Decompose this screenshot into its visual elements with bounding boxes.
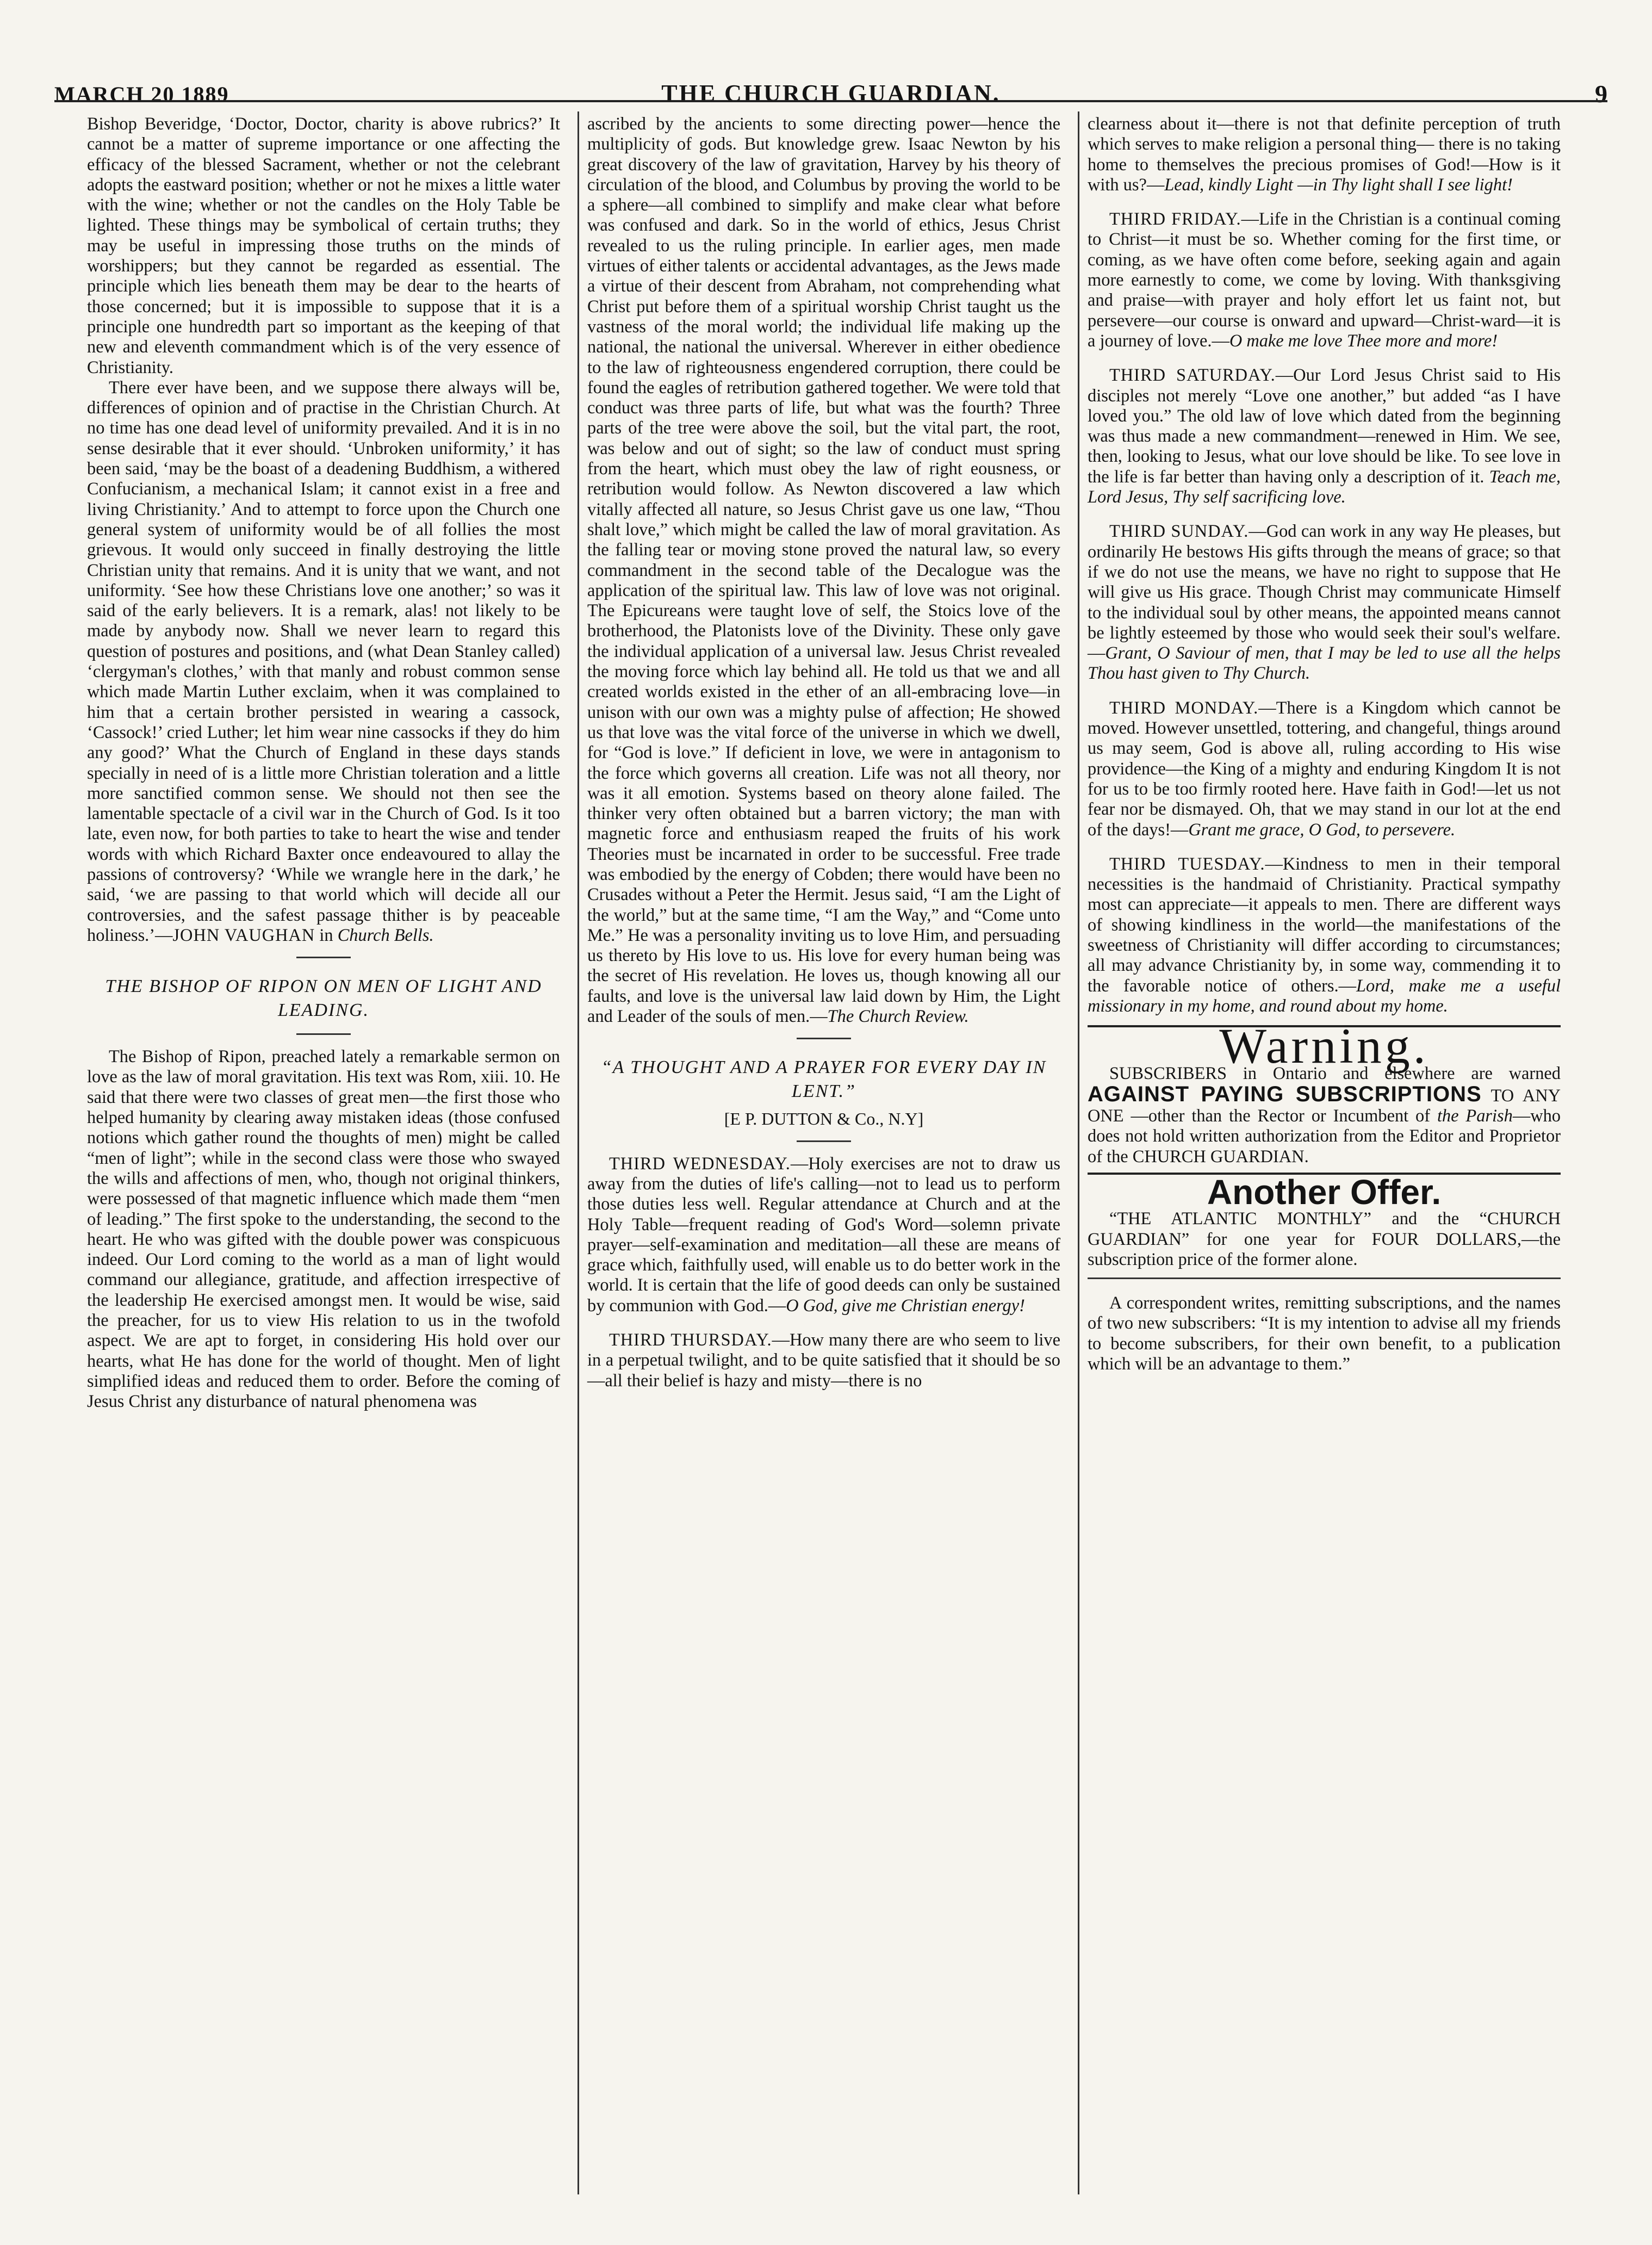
article-paragraph: There ever have been, and we suppose there always will be, differences of opinion and of practise in the Christian Church. At no time has one dead level of uniformity prevailed. And it is in no sense desirable that it ever should. ‘Unbroken uniformity,’ it has been said, ‘may be the boast of a deadening Buddhism, a withered Confucianism, a mechanical Islam; it cannot exist in a free and living Christianity.’ And to attempt to force upon the Church one general system of uniformity would be of all follies the most grievous. It would only succeed in finally destroying the little Christian unity that remains. And it is unity that we want, and not uniformity. ‘See how these Christians love one another;’ so was it said of the early believers. It is a remark, alas! not likely to be made by anybody now. Shall we never learn to regard this question of postures and positions, and (what Dean Stanley called) ‘clergyman's clothes,’ with that manly and robust common sense which made Martin Luther exclaim, when it was complained to him that a certain brother persisted in wearing a cassock, ‘Cassock!’ cried Luther; let him wear nine cassocks if they do him any good?’ What the Church of England in these days stands specially in need of is a little more Christian toleration and a little more sanctified common sense. We should not then see the lamentable spectacle of a civil war in the Church of God. Is it too late, even now, for both parties to take to heart the wise and tender words with which Richard Baxter once endeavoured to allay the passions of controversy? ‘While we wrangle here in the dark,’ he said, ‘we are passing to that world which will decide all our controversies, and the safest passage thither is by peaceable holiness.’—JOHN VAUGHAN in Church Bells.: [87, 377, 560, 945]
warning-heading: Warning.: [1088, 1025, 1561, 1056]
devotion-wednesday: THIRD WEDNESDAY.—Holy exercises are not to draw us away from the duties of life's calling—not to lead us to perform those duties less well. Regular attendance at Church and at the Holy Table—frequent reading of God's Word—solemn private prayer—self-examination and meditation—all these are means of grace which, faithfully used, will enable us to do better work in the world. It is certain that the life of good deeds can only be sustained by communion with God.—O God, give me Christian energy!: [587, 1153, 1060, 1316]
author-signature: JOHN VAUGHAN: [172, 925, 315, 945]
column-1: [87, 114, 560, 1412]
publisher-line: [E P. DUTTON & Co., N.Y]: [724, 1109, 924, 1129]
column-rule: [577, 111, 579, 2194]
section-divider: [797, 1038, 851, 1039]
devotion-saturday: THIRD SATURDAY.—Our Lord Jesus Christ said to His disciples not merely “Love one another,” but added “as I have loved you.” The old law of love which dated from the beginning was thus made a new commandment—renewed in Him. We see, then, looking to Jesus, what our love should be like. To see love in the life is far better than having only a description of it. Teach me, Lord Jesus, Thy self sacrificing love.: [1088, 365, 1561, 507]
offer-text: “THE ATLANTIC MONTHLY” and the “CHURCH GUARDIAN” for one year for FOUR DOLLARS,—the subscription price of the former alone.: [1088, 1209, 1561, 1269]
article-headline: THE BISHOP OF RIPON ON MEN OF LIGHT AND LEADING.: [105, 976, 542, 1021]
column-rule: [1078, 111, 1079, 2194]
devotion-tuesday: THIRD TUESDAY.—Kindness to men in their temporal necessities is the handmaid of Christianity. Practical sympathy most can appreciate—it appeals to men. There are different ways of showing kindliness in the world—the manifestations of the sweetness of Christianity will differ according to circumstances; all may advance Christianity by, in some way, commending it to the favorable notice of others.—Lord, make me a useful missionary in my home, and round about my home.: [1088, 854, 1561, 1016]
section-divider: [296, 1033, 351, 1035]
page-number: 9: [1595, 80, 1607, 108]
article-headline: “A THOUGHT AND A PRAYER FOR EVERY DAY IN LENT.”: [601, 1057, 1047, 1102]
section-divider: [1088, 1277, 1561, 1279]
masthead-rule: [54, 100, 1607, 102]
warning-notice: SUBSCRIBERS in Ontario and elsewhere are warned AGAINST PAYING SUBSCRIPTIONS TO ANY ONE —other than the Rector or Incumbent of the Parish—who does not hold written authorization from the Editor and Proprietor of the CHURCH GUARDIAN.: [1088, 1064, 1561, 1167]
section-divider: [797, 1140, 851, 1142]
devotion-sunday: THIRD SUNDAY.—God can work in any way He pleases, but ordinarily He bestows His gifts through the means of grace; so that if we do not use the means, we have no right to suppose that He will give us His grace. Though Christ may communicate Himself to the individual soul by other means, the appointed means cannot be lightly esteemed by those who would seek their soul's welfare.—Grant, O Saviour of men, that I may be led to use all the helps Thou hast given to Thy Church.: [1088, 522, 1561, 684]
column-3: [1088, 114, 1561, 1374]
masthead: [54, 37, 1607, 108]
devotion-thursday: THIRD THURSDAY.—How many there are who seem to live in a perpetual twilight, and to be quite satisfied that it should be so—all their belief is hazy and misty—there is no: [587, 1330, 1061, 1391]
column-2: [587, 114, 1060, 1391]
offer-testimonial: A correspondent writes, remitting subscriptions, and the names of two new subscribers: “It is my intention to advise all my friends to become subscribers, for their own benefit, to a publication which will be an advantage to them.”: [1088, 1293, 1561, 1374]
warning-emphasis: AGAINST PAYING SUBSCRIPTIONS: [1088, 1082, 1482, 1106]
section-divider: [296, 957, 351, 958]
devotion-monday: THIRD MONDAY.—There is a Kingdom which cannot be moved. However unsettled, tottering, and changeful, things around us may seem, God is above all, ruling according to His wise providence—the King of a mighty and enduring Kingdom It is not for us to be too firmly rooted here. Have faith in God!—let us not fear nor be dismayed. Oh, that we may stand in our lot at the end of the days!—Grant me grace, O God, to persevere.: [1088, 698, 1561, 840]
newspaper-title: THE CHURCH GUARDIAN.: [661, 80, 1001, 107]
offer-heading: Another Offer.: [1088, 1173, 1561, 1202]
issue-date: MARCH 20 1889: [54, 82, 229, 107]
article-paragraph: ascribed by the ancients to some directing power—hence the multiplicity of gods. But knowledge grew. Isaac Newton by his great discovery of the law of gravitation, Harvey by his theory of circulation of the blood, and Columbus by proving the world to be a sphere—all combined to simplify and make clear what before was confused and dark. So in the world of ethics, Jesus Christ revealed to us the ruling principle. In earlier ages, men made virtues of either talents or accidental advantages, as the Jews made a virtue of their descent from Abraham, not comprehending what Christ put before them of a spiritual worship Christ taught us the vastness of the moral world; the individual life making up the national, the national the universal. Wherever in either obedience to the law of righteousness engendered corruption, there could be found the eagles of retribution gathered together. We were told that conduct was three parts of life, but what was the fourth? Three parts of the tree were above the soil, but the vital part, the root, was below and out of sight; so the law of conduct must spring from the heart, which must obey the law of right eousness, or retribution would follow. As Newton discovered a law which vitally affected all nature, so Jesus Christ gave us one law, “Thou shalt love,” which might be called the law of moral gravitation. As the falling tear or moving stone proved the natural law, so every commandment in the second table of the Decalogue was the application of the spiritual law. This law of love was not original. The Epicureans were taught love of self, the Stoics love of the brotherhood, the Platonists love of the Divinity. These only gave the individual application of a universal law. Jesus Christ revealed the moving force which lay behind all. He told us that we and all created worlds existed in the ether of an all-embracing love—in unison with our own was a mighty pulse of affection; He showed us that love was the vital force of the universe in which we dwell, for “God is love.” If deficient in love, we were in antagonism to the force which governs all creation. Life was not all theory, nor was it all emotion. Systems based on theory alone failed. The thinker very often obtained but a barren victory; the man with magnetic force and enthusiasm reaped the fruits of his work Theories must be incarnated in order to be successful. Free trade was embodied by the energy of Cobden; there would have been no Crusades without a Peter the Hermit. Jesus said, “I am the Light of the world,” but at the same time, “I am the Way,” and “Come unto Me.” He was a personality inviting us to love Him, and persuading us thereto by His love to us. His love for every human being was the secret of His revelation. He loves us, though knowing all our faults, and love is the universal law laid down by Him, the Light and Leader of the souls of men.—The Church Review.: [587, 114, 1060, 1027]
devotion-friday: THIRD FRIDAY.—Life in the Christian is a continual coming to Christ—it must be so. Whether coming for the first time, or coming, as we have often come before, seeking again and again more earnestly to come, we come by loving. With thanksgiving and praise—with prayer and holy effort let us faint not, but persevere—our course is onward and upward—Christ-ward—it is a journey of love.—O make me love Thee more and more!: [1088, 209, 1561, 351]
article-paragraph: Bishop Beveridge, ‘Doctor, Doctor, charity is above rubrics?’ It cannot be a matter of supreme importance or one affecting the efficacy of the blessed Sacrament, whether or not the celebrant adopts the eastward position; whether or not he mixes a little water with the wine; whether or not the candles on the Holy Table be lighted. These things may be symbolical of certain truths; they may be useful in impressing those truths on the minds of worshippers; but they cannot be regarded as essential. The principle which lies beneath them may be dear to the hearts of those concerned; but it is impossible to suppose that it is a principle one hundredth part so important as the keeping of that new and eleventh commandment which is of the very essence of Christianity.: [87, 114, 560, 377]
devotion-continued: clearness about it—there is not that definite perception of truth which serves to make religion a personal thing— there is no taking home to themselves the precious promises of God!—How is it with us?—Lead, kindly Light —in Thy light shall I see light!: [1088, 114, 1561, 195]
source-credit: Church Bells.: [337, 925, 434, 945]
article-paragraph: The Bishop of Ripon, preached lately a remarkable sermon on love as the law of moral gravitation. His text was Rom, xiii. 10. He said that there were two classes of great men—the first those who helped humanity by clearing away mistaken ideas (those confused notions which gather round the thoughts of men) might be called “men of light”; while in the second class were those who swayed the wills and affections of men, who, though not original thinkers, were possessed of that magnetic influence which made them “men of leading.” The first spoke to the understanding, the second to the heart. He who was gifted with the double power was conspicuous indeed. Our Lord coming to the world as a man of light would command our allegiance, gratitude, and affection irrespective of the leadership He exercised amongst men. It would be wise, said the preacher, for us to view His relation to us in the twofold aspect. We are apt to forget, in considering His hold over our hearts, what He has done for the world of thought. Men of light simplified ideas and reduced them to order. Before the coming of Jesus Christ any disturbance of natural phenomena was: [87, 1047, 560, 1412]
source-credit: The Church Review.: [827, 1007, 969, 1027]
